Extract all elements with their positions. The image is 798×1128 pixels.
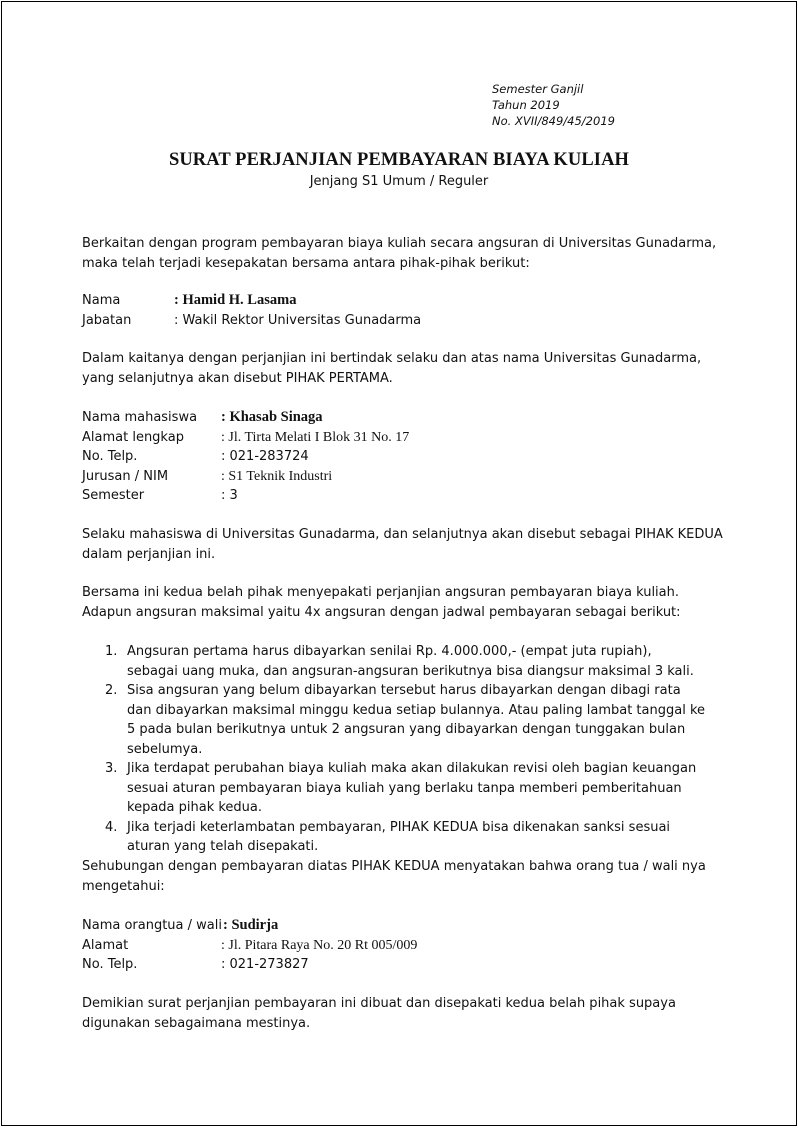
list-text: Jika terjadi keterlambatan pembayaran, PIHAK KEDUA bisa dikenakan sanksi sesuai aturan yang telah disepakati. (127, 819, 671, 854)
field-label: No. Telp. (82, 957, 138, 972)
student-name: : Khasab Sinaga (221, 409, 323, 425)
field-label: Alamat (82, 938, 129, 953)
semester-line: Semester Ganjil (492, 82, 584, 96)
guardian-phone: : 021-273827 (221, 957, 309, 972)
list-number: 2. (105, 683, 118, 698)
document-page (1, 1, 797, 1126)
year-line: Tahun 2019 (492, 98, 560, 112)
first-party-position: : Wakil Rektor Universitas Gunadarma (174, 313, 422, 328)
list-item (105, 818, 705, 857)
student-address: : Jl. Tirta Melati I Blok 31 No. 17 (221, 430, 410, 445)
agreement-intro: Bersama ini kedua belah pihak menyepakati perjanjian angsuran pembayaran biaya kuliah. Adapun angsuran maksimal yaitu 4x angsuran dengan jadwal pembayaran sebagai berikut: (82, 585, 681, 620)
student-semester: : 3 (221, 488, 238, 503)
list-number: 3. (105, 761, 118, 776)
terms-list (105, 642, 705, 857)
list-item (105, 759, 705, 818)
field-label: Nama (82, 293, 121, 308)
list-text: Angsuran pertama harus dibayarkan senilai Rp. 4.000.000,- (empat juta rupiah), sebagai uang muka, dan angsuran-angsuran berikutnya bisa diangsur maksimal 3 kali. (127, 644, 694, 679)
guardian-address: : Jl. Pitara Raya No. 20 Rt 005/009 (221, 938, 418, 953)
first-party-statement: Dalam kaitanya dengan perjanjian ini bertindak selaku dan atas nama Universitas Gunadarma, yang selanjutnya akan disebut PIHAK PERTAMA. (82, 351, 702, 386)
first-party-name: : Hamid H. Lasama (174, 292, 297, 308)
closing-paragraph: Demikian surat perjanjian pembayaran ini dibuat dan disepakati kedua belah pihak supaya digunakan sebagaimana mestinya. (82, 996, 676, 1031)
student-phone-row (82, 447, 309, 467)
first-party-name-row (82, 291, 297, 311)
letter-meta (492, 81, 615, 129)
list-item (105, 642, 705, 681)
document-title: SURAT PERJANJIAN PEMBAYARAN BIAYA KULIAH (168, 150, 630, 170)
field-label: Nama mahasiswa (82, 410, 198, 425)
list-text: Jika terdapat perubahan biaya kuliah maka akan dilakukan revisi oleh bagian keuangan sesuai aturan pembayaran biaya kuliah yang berlaku tanpa memberi pemberitahuan kepada pihak kedua. (127, 761, 697, 815)
field-label: Semester (82, 488, 145, 503)
field-label: No. Telp. (82, 449, 138, 464)
guardian-intro: Sehubungan dengan pembayaran diatas PIHAK KEDUA menyatakan bahwa orang tua / wali nya mengetahui: (82, 859, 706, 894)
list-number: 4. (105, 819, 118, 835)
field-label: Alamat lengkap (82, 430, 184, 445)
list-text: Sisa angsuran yang belum dibayarkan tersebut harus dibayarkan dengan dibagi rata dan dibayarkan maksimal minggu kedua setiap bulannya. Atau paling lambat tanggal ke 5 pada bulan berikutnya untuk 2 angsuran yang dibayarkan dengan tunggakan bulan sebelumya. (127, 683, 706, 757)
field-label: Jurusan / NIM (82, 469, 169, 484)
document-subtitle: Jenjang S1 Umum / Reguler (309, 174, 489, 189)
student-semester-row (82, 486, 238, 506)
student-name-row (82, 408, 323, 428)
guardian-address-row (82, 936, 418, 956)
student-major-row (82, 467, 333, 487)
guardian-name: : Sudirja (223, 917, 279, 933)
intro-paragraph: Berkaitan dengan program pembayaran biaya kuliah secara angsuran di Universitas Gunadarma, maka telah terjadi kesepakatan bersama antara pihak-pihak berikut: (82, 236, 717, 271)
second-party-statement: Selaku mahasiswa di Universitas Gunadarma, dan selanjutnya akan disebut sebagai PIHAK KEDUA dalam perjanjian ini. (82, 527, 723, 562)
list-item (105, 681, 705, 759)
field-label: Nama orangtua / wali (82, 918, 222, 933)
first-party-position-row (82, 311, 422, 331)
guardian-phone-row (82, 955, 309, 975)
student-address-row (82, 428, 410, 448)
student-major: : S1 Teknik Industri (221, 469, 333, 484)
guardian-name-row (82, 916, 279, 936)
student-phone: : 021-283724 (221, 449, 309, 464)
letter-number: No. XVII/849/45/2019 (492, 114, 615, 128)
field-label: Jabatan (82, 313, 132, 328)
list-number: 1. (105, 644, 118, 659)
